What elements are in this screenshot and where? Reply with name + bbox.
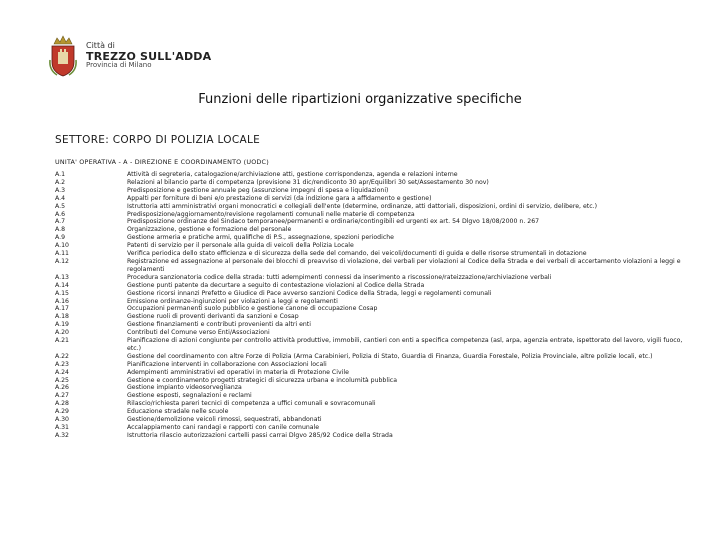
list-item: [55, 195, 695, 203]
list-item: [55, 290, 695, 298]
list-item: [55, 298, 695, 306]
item-description: Gestione ruoli di proventi derivanti da sanzioni e Cosap: [127, 313, 299, 321]
list-item: [55, 258, 695, 274]
item-code: A.30: [55, 416, 69, 424]
item-description: Rilascio/richiesta pareri tecnici di competenza a uffici comunali e sovracomunali: [127, 400, 376, 408]
item-description: Occupazioni permanenti suolo pubblico e gestione canone di occupazione Cosap: [127, 305, 378, 313]
item-code: A.11: [55, 250, 69, 258]
item-description: Adempimenti amministrativi ed operativi in materia di Protezione Civile: [127, 368, 349, 376]
list-item: [55, 226, 695, 234]
item-description: Relazioni al bilancio parte di competenza (previsione 31 dic/rendiconto 30 apr/Equilibri 30 set/Assestamento 30 nov): [127, 178, 489, 186]
list-item: [55, 171, 695, 179]
list-item: [55, 408, 695, 416]
item-description: Procedura sanzionatoria codice della strada: tutti adempimenti connessi da inserimento a riscossione/rateizzazione/archiviazione verbali: [127, 273, 552, 281]
item-description: Gestione/demolizione veicoli rimossi, sequestrati, abbandonati: [127, 416, 322, 424]
list-item: [55, 424, 695, 432]
brand-line-2: TREZZO SULL'ADDA: [86, 49, 212, 63]
item-description: Predisposizione e gestione annuale peg (assunzione impegni di spesa e liquidazioni): [127, 186, 389, 194]
item-description: Appalti per forniture di beni e/o prestazione di servizi (da indizione gara a affidamento e gestione): [127, 194, 432, 202]
list-item: [55, 305, 695, 313]
item-code: A.26: [55, 384, 69, 392]
item-description: Pianificazione di azioni congiunte per controllo attività produttive, immobili, cantieri con enti a specifica competenza (asl, arpa, agenzia entrate, ispettorato del lavoro, vigili fuoco, etc.): [127, 337, 683, 352]
item-code: A.2: [55, 178, 66, 186]
item-description: Accalappiamento cani randagi e rapporti con canile comunale: [127, 424, 320, 431]
item-code: A.27: [55, 392, 69, 400]
list-item: [55, 353, 695, 361]
item-description: Emissione ordinanze-ingiunzioni per violazioni a leggi e regolamenti: [127, 297, 338, 305]
item-code: A.17: [55, 305, 69, 313]
list-item: [55, 400, 695, 408]
item-code: A.18: [55, 313, 69, 321]
item-code: A.23: [55, 360, 69, 368]
item-code: A.32: [55, 431, 69, 439]
item-code: A.22: [55, 352, 69, 360]
page-title: Funzioni delle ripartizioni organizzative specifiche: [198, 92, 522, 107]
item-description: Predisposizione ordinanze del Sindaco temporanee/permanenti e ordinarie/contingibili ed urgenti ex art. 54 Dlgvo 18/08/2000 n. 267: [127, 218, 540, 226]
item-description: Educazione stradale nelle scuole: [127, 408, 229, 416]
list-item: [55, 416, 695, 424]
item-description: Patenti di servizio per il personale alla guida di veicoli della Polizia Locale: [127, 242, 354, 250]
item-code: A.3: [55, 186, 66, 194]
municipality-name: [86, 42, 211, 69]
list-item: [55, 187, 695, 195]
item-code: A.16: [55, 297, 69, 305]
item-code: A.1: [55, 171, 66, 178]
item-code: A.15: [55, 289, 69, 297]
item-code: A.4: [55, 194, 66, 202]
item-code: A.13: [55, 273, 69, 281]
item-code: A.19: [55, 321, 69, 329]
item-code: A.7: [55, 218, 66, 226]
unit-heading: UNITA' OPERATIVA - A - DIREZIONE E COORDINAMENTO (UODC): [55, 158, 269, 166]
crest-icon: [48, 34, 78, 78]
list-item: [55, 384, 695, 392]
list-item: [55, 313, 695, 321]
list-item: [55, 369, 695, 377]
list-item: [55, 392, 695, 400]
list-item: [55, 282, 695, 290]
item-code: A.20: [55, 329, 69, 337]
list-item: [55, 432, 695, 440]
item-description: Gestione esposti, segnalazioni e reclami: [127, 392, 252, 400]
item-code: A.12: [55, 257, 69, 265]
item-description: Registrazione ed assegnazione al personale dei blocchi di preavviso di violazione, dei verbali per violazioni al Codice della Strada e dei verbali di accertamento violazioni a leggi e regolamenti: [127, 257, 681, 273]
item-description: Gestione del coordinamento con altre Forze di Polizia (Arma Carabinieri, Polizia di Stato, Guardia di Finanza, Guardia Forestale, Polizia Provinciale, altre polizie locali, etc.): [127, 352, 653, 360]
sector-heading: SETTORE: CORPO DI POLIZIA LOCALE: [55, 134, 261, 146]
item-description: Attività di segreteria, catalogazione/archiviazione atti, gestione corrispondenza, agenda e relazioni interne: [127, 171, 458, 178]
item-code: A.5: [55, 202, 66, 210]
item-description: Verifica periodica dello stato efficienza e di sicurezza della sede del comando, dei veicoli/documenti di guida e delle risorse strumentali in dotazione: [127, 250, 587, 258]
list-item: [55, 337, 695, 353]
item-description: Gestione punti patente da decurtare a seguito di contestazione violazioni al Codice della Strada: [127, 281, 425, 289]
list-item: [55, 321, 695, 329]
item-description: Pianificazione interventi in collaborazione con Associazioni locali: [127, 360, 327, 368]
list-item: [55, 203, 695, 211]
header: [48, 32, 211, 80]
list-item: [55, 377, 695, 385]
item-code: A.25: [55, 376, 69, 384]
item-description: Istruttoria atti amministrativi organi monocratici e collegiali dell'ente (determine, ordinanze, atti dattoriali, disposizioni, ordini di servizio, delibere, etc.): [127, 202, 597, 210]
list-item: [55, 361, 695, 369]
item-code: A.9: [55, 234, 66, 242]
list-item: [55, 179, 695, 187]
item-description: Organizzazione, gestione e formazione del personale: [127, 226, 292, 234]
list-item: [55, 211, 695, 219]
item-description: Predisposizione/aggiornamento/revisione regolamenti comunali nelle materie di competenza: [127, 210, 415, 218]
list-item: [55, 329, 695, 337]
item-code: A.10: [55, 242, 69, 250]
item-code: A.21: [55, 337, 69, 345]
item-code: A.31: [55, 424, 69, 431]
list-item: [55, 250, 695, 258]
item-description: Gestione impianto videosorveglianza: [127, 384, 242, 392]
item-description: Gestione ricorsi innanzi Prefetto e Giudice di Pace avverso sanzioni Codice della Strada, leggi e regolamenti comunali: [127, 289, 492, 297]
functions-list: [55, 171, 695, 440]
item-code: A.6: [55, 210, 66, 218]
item-description: Gestione finanziamenti e contributi provenienti da altri enti: [127, 321, 311, 329]
list-item: [55, 234, 695, 242]
list-item: [55, 274, 695, 282]
brand-line-3: Provincia di Milano: [86, 61, 152, 70]
item-description: Gestione armeria e pratiche armi, qualifiche di P.S., assegnazione, spezioni periodiche: [127, 234, 394, 242]
brand-line-1: Città di: [86, 41, 115, 51]
item-code: A.29: [55, 408, 69, 416]
item-code: A.24: [55, 368, 69, 376]
item-code: A.28: [55, 400, 69, 408]
item-description: Contributi del Comune verso Enti/Associazioni: [127, 329, 270, 337]
item-code: A.8: [55, 226, 66, 234]
item-description: Gestione e coordinamento progetti strategici di sicurezza urbana e incolumità pubblica: [127, 376, 397, 384]
list-item: [55, 242, 695, 250]
item-description: Istruttoria rilascio autorizzazioni cartelli passi carrai Dlgvo 285/92 Codice della Strada: [127, 431, 393, 439]
list-item: [55, 218, 695, 226]
item-code: A.14: [55, 281, 69, 289]
